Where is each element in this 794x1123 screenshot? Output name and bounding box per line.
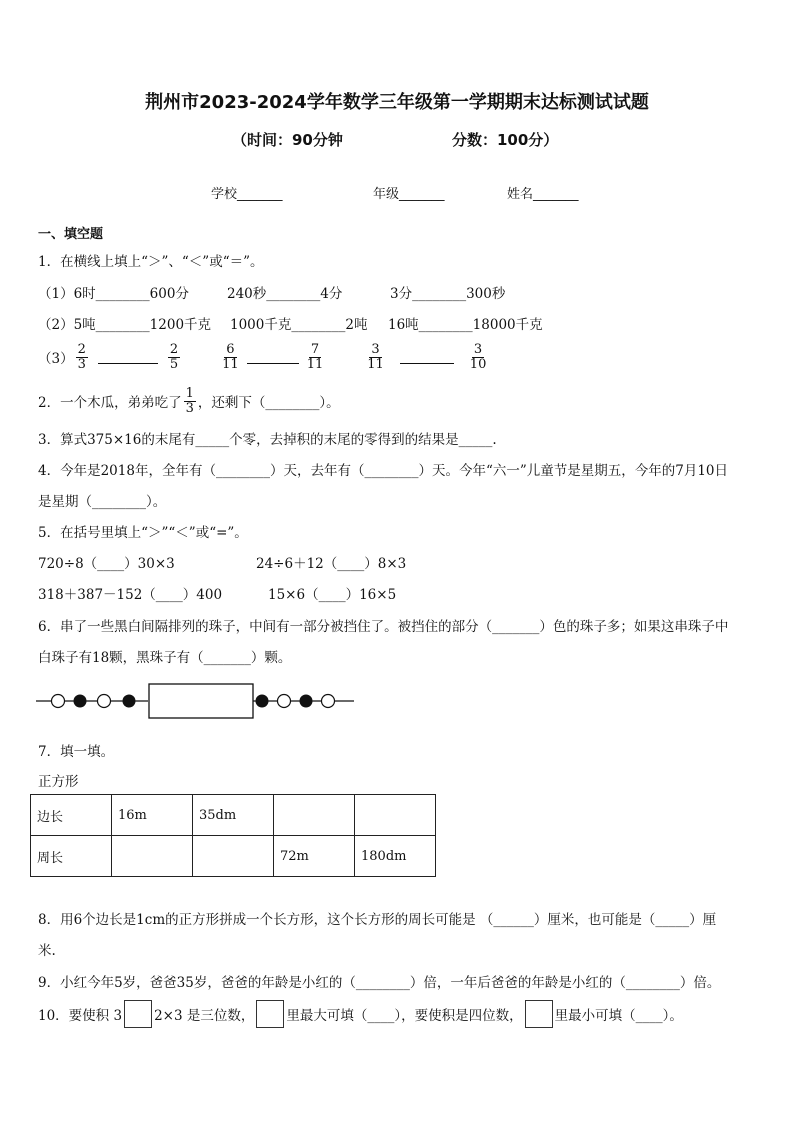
q10-part2: 2×3 是三位数，	[154, 1008, 255, 1024]
table-cell	[112, 836, 193, 877]
white-bead	[322, 695, 335, 708]
cover-box	[149, 684, 253, 718]
page-title: 荆州市2023-2024学年数学三年级第一学期期末达标测试试题	[145, 92, 649, 113]
table-cell: 周长	[31, 836, 112, 877]
table-cell: 16m	[112, 795, 193, 836]
q1-r1-a: （1）6时________600分	[38, 286, 189, 302]
white-bead	[278, 695, 291, 708]
fraction: $\frac{2}{3}$	[77, 341, 86, 372]
q5-d: 15×6（____）16×5	[268, 587, 397, 603]
white-bead	[98, 695, 111, 708]
table-cell	[355, 795, 436, 836]
q6-line1: 6．串了一些黑白间隔排列的珠子，中间有一部分被挡住了。被挡住的部分（_______）色的珠子多；如果这串珠子中	[38, 619, 729, 635]
table-cell	[274, 795, 355, 836]
black-bead	[123, 695, 136, 708]
q9: 9．小红今年5岁，爸爸35岁，爸爸的年龄是小红的（________）倍，一年后爸爸的年龄是小红的（________）倍。	[38, 975, 721, 991]
q5-c: 318＋387－152（____）400	[38, 587, 223, 603]
answer-line	[400, 351, 454, 364]
q7-stem: 7．填一填。	[38, 744, 115, 760]
grade-field: 年级_______	[373, 187, 445, 202]
q10	[38, 999, 683, 1029]
fraction: $\frac{2}{5}$	[169, 341, 179, 372]
q2	[38, 381, 340, 421]
q2-pre: 2．一个木瓜，弟弟吃了	[38, 395, 182, 411]
exam-score: 分数：100分）	[452, 131, 559, 149]
answer-line	[98, 351, 158, 364]
q6-line2: 白珠子有18颗，黑珠子有（_______）颗。	[38, 650, 292, 666]
white-bead	[52, 695, 65, 708]
fraction: $\frac{3}{11}$	[367, 341, 384, 372]
answer-box	[124, 1000, 152, 1028]
q7-caption: 正方形	[38, 774, 79, 790]
q10-part3: 里最大可填（____），要使积是四位数，	[286, 1008, 523, 1024]
square-table	[30, 794, 436, 877]
name-field: 姓名_______	[507, 187, 579, 202]
table-cell: 72m	[274, 836, 355, 877]
q5-b: 24÷6＋12（____）8×3	[256, 556, 407, 572]
q4-line1: 4．今年是2018年，全年有（________）天，去年有（________）天。今年“六一”儿童节是星期五，今年的7月10日	[38, 463, 729, 479]
black-bead	[74, 695, 87, 708]
q10-part1: 10．要使积 3	[38, 1008, 123, 1024]
q1-r1-c: 3分________300秒	[390, 286, 506, 302]
q8-line2: 米.	[38, 943, 56, 959]
fraction: $\frac{6}{11}$	[222, 341, 239, 372]
q8-line1: 8．用6个边长是1cm的正方形拼成一个长方形，这个长方形的周长可能是 （______）厘米，也可能是（_____）厘	[38, 912, 717, 928]
q1-r3-label: （3）	[38, 351, 74, 367]
answer-box	[525, 1000, 553, 1028]
black-bead	[256, 695, 269, 708]
table-cell	[193, 836, 274, 877]
q1-stem: 1．在横线上填上“＞”、“＜”或“＝”。	[38, 254, 264, 270]
table-row	[31, 795, 436, 836]
answer-box	[256, 1000, 284, 1028]
q1-r3	[38, 336, 488, 378]
q1-r2-a: （2）5吨________1200千克	[38, 317, 212, 333]
q1-r2-b: 1000千克________2吨	[230, 317, 368, 333]
q5-stem: 5．在括号里填上“＞”“＜”或“=”。	[38, 525, 248, 541]
q5-a: 720÷8（____）30×3	[38, 556, 175, 572]
fraction: $\frac{1}{3}$	[185, 385, 194, 416]
answer-line	[247, 351, 299, 364]
q4-line2: 是星期（________）。	[38, 494, 167, 510]
q1-r1-b: 240秒________4分	[227, 286, 343, 302]
table-row	[31, 836, 436, 877]
fraction: $\frac{7}{11}$	[306, 341, 324, 372]
school-field: 学校_______	[211, 187, 283, 202]
table-cell: 35dm	[193, 795, 274, 836]
q2-post: ，还剩下（________）。	[197, 395, 340, 411]
section-heading: 一、填空题	[38, 227, 104, 242]
fraction: $\frac{3}{10}$	[469, 341, 487, 372]
q10-part4: 里最小可填（____）。	[554, 1008, 683, 1024]
table-cell: 180dm	[355, 836, 436, 877]
q3: 3．算式375×16的末尾有_____个零，去掉积的末尾的零得到的结果是_____.	[38, 432, 497, 448]
q1-r2-c: 16吨________18000千克	[388, 317, 543, 333]
black-bead	[300, 695, 313, 708]
bead-string-figure	[34, 680, 364, 724]
exam-time: （时间：90分钟	[232, 131, 343, 149]
table-cell: 边长	[31, 795, 112, 836]
